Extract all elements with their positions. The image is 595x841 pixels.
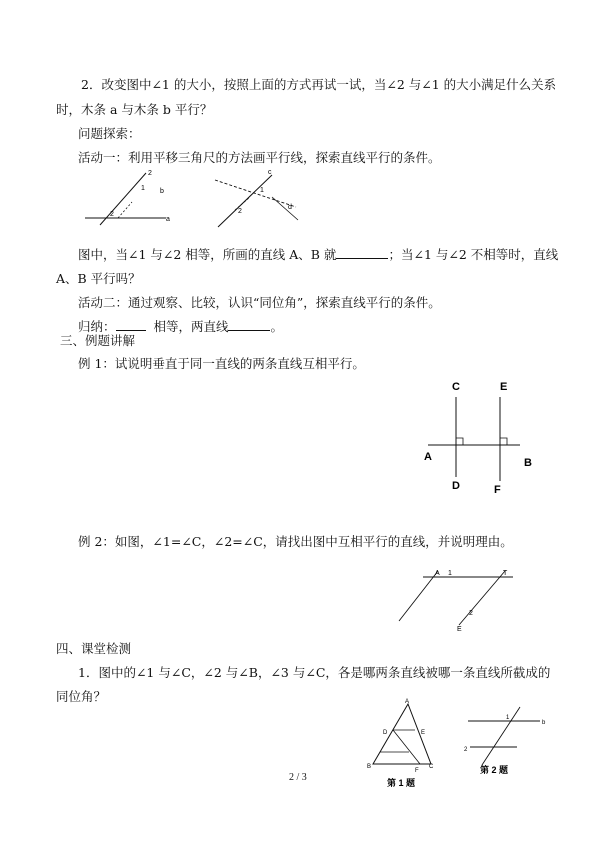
para-part1: 图中，当∠1 与∠2 相等，所画的直线 A、B 就 <box>78 247 337 262</box>
blank-2 <box>116 319 146 331</box>
explore-title: 问题探索： <box>78 126 141 141</box>
example2-text: 例 2：如图，∠1=∠C，∠2=∠C，请找出图中互相平行的直线，并说明理由。 <box>78 534 513 549</box>
blank-3 <box>228 319 270 331</box>
section4-title: 四、课堂检测 <box>56 641 132 656</box>
check1-label-C: C <box>429 764 434 770</box>
para-line2: A、B 平行吗？ <box>56 271 141 286</box>
figure-parallel-a <box>80 165 190 230</box>
ex1-label-B: B <box>524 457 532 469</box>
check1-caption: 第 1 题 <box>387 778 416 788</box>
figure-example1 <box>420 375 530 505</box>
blank-1 <box>336 247 388 259</box>
ex1-label-E: E <box>500 381 508 393</box>
example1-text: 例 1：试说明垂直于同一直线的两条直线互相平行。 <box>78 356 365 371</box>
check2-label-2: 2 <box>464 747 468 753</box>
section3-title: 三、例题讲解 <box>60 333 136 348</box>
fig-a-label-2b: 2 <box>110 211 114 218</box>
ex1-label-C: C <box>452 381 460 393</box>
ex2-label-T: T <box>503 570 508 577</box>
page-number: 2 / 3 <box>289 772 307 783</box>
ex1-label-A: A <box>424 451 432 463</box>
figure-check2 <box>462 705 552 785</box>
summary-part3: 。 <box>270 319 283 334</box>
check1-label-B: B <box>367 764 372 770</box>
fig-a-label-b: b <box>160 188 164 195</box>
fig-b-label-2: 2 <box>238 208 242 215</box>
figure-parallel-b <box>210 165 320 230</box>
figure-check1 <box>365 700 440 800</box>
figure-example2 <box>393 565 523 635</box>
check2-caption: 第 2 题 <box>480 765 509 775</box>
activity1-text: 活动一：利用平移三角尺的方法画平行线，探索直线平行的条件。 <box>78 150 441 165</box>
check1-line2: 同位角？ <box>56 689 107 704</box>
check2-label-b: b <box>542 720 546 726</box>
fig-b-label-1: 1 <box>260 187 264 194</box>
fig-a-label-1: 1 <box>141 185 145 192</box>
check1-line1: 1．图中的∠1 与∠C，∠2 与∠B，∠3 与∠C，各是哪两条直线被哪一条直线所截成的 <box>78 665 551 680</box>
check1-label-A: A <box>405 699 410 705</box>
check2-label-1: 1 <box>506 715 510 721</box>
check1-label-D: D <box>383 730 388 736</box>
summary-part2: 相等，两直线 <box>153 319 229 334</box>
ex1-label-D: D <box>452 480 460 492</box>
ex2-label-1: 1 <box>448 570 452 577</box>
fig-b-label-d: d <box>288 204 292 211</box>
ex2-label-A: A <box>435 570 440 577</box>
para-line1 <box>78 247 558 263</box>
q2-line1: 2．改变图中∠1 的大小，按照上面的方式再试一试，当∠2 与∠1 的大小满足什么关系 <box>81 77 557 92</box>
ex2-label-2: 2 <box>469 610 473 617</box>
check1-label-F: F <box>415 768 419 774</box>
fig-a-label-a: a <box>166 216 170 223</box>
q2-line2: 时，木条 a 与木条 b 平行？ <box>56 102 213 117</box>
ex1-label-F: F <box>494 484 501 496</box>
check1-label-E: E <box>421 730 426 736</box>
activity2-text: 活动二：通过观察、比较，认识“同位角”，探索直线平行的条件。 <box>78 295 441 310</box>
fig-b-label-c: c <box>268 169 272 176</box>
para-part2: ；当∠1 与∠2 不相等时，直线 <box>388 247 559 262</box>
summary-part1: 归纳： <box>78 319 116 334</box>
fig-a-label-2: 2 <box>148 170 152 177</box>
ex2-label-E: E <box>457 626 462 633</box>
